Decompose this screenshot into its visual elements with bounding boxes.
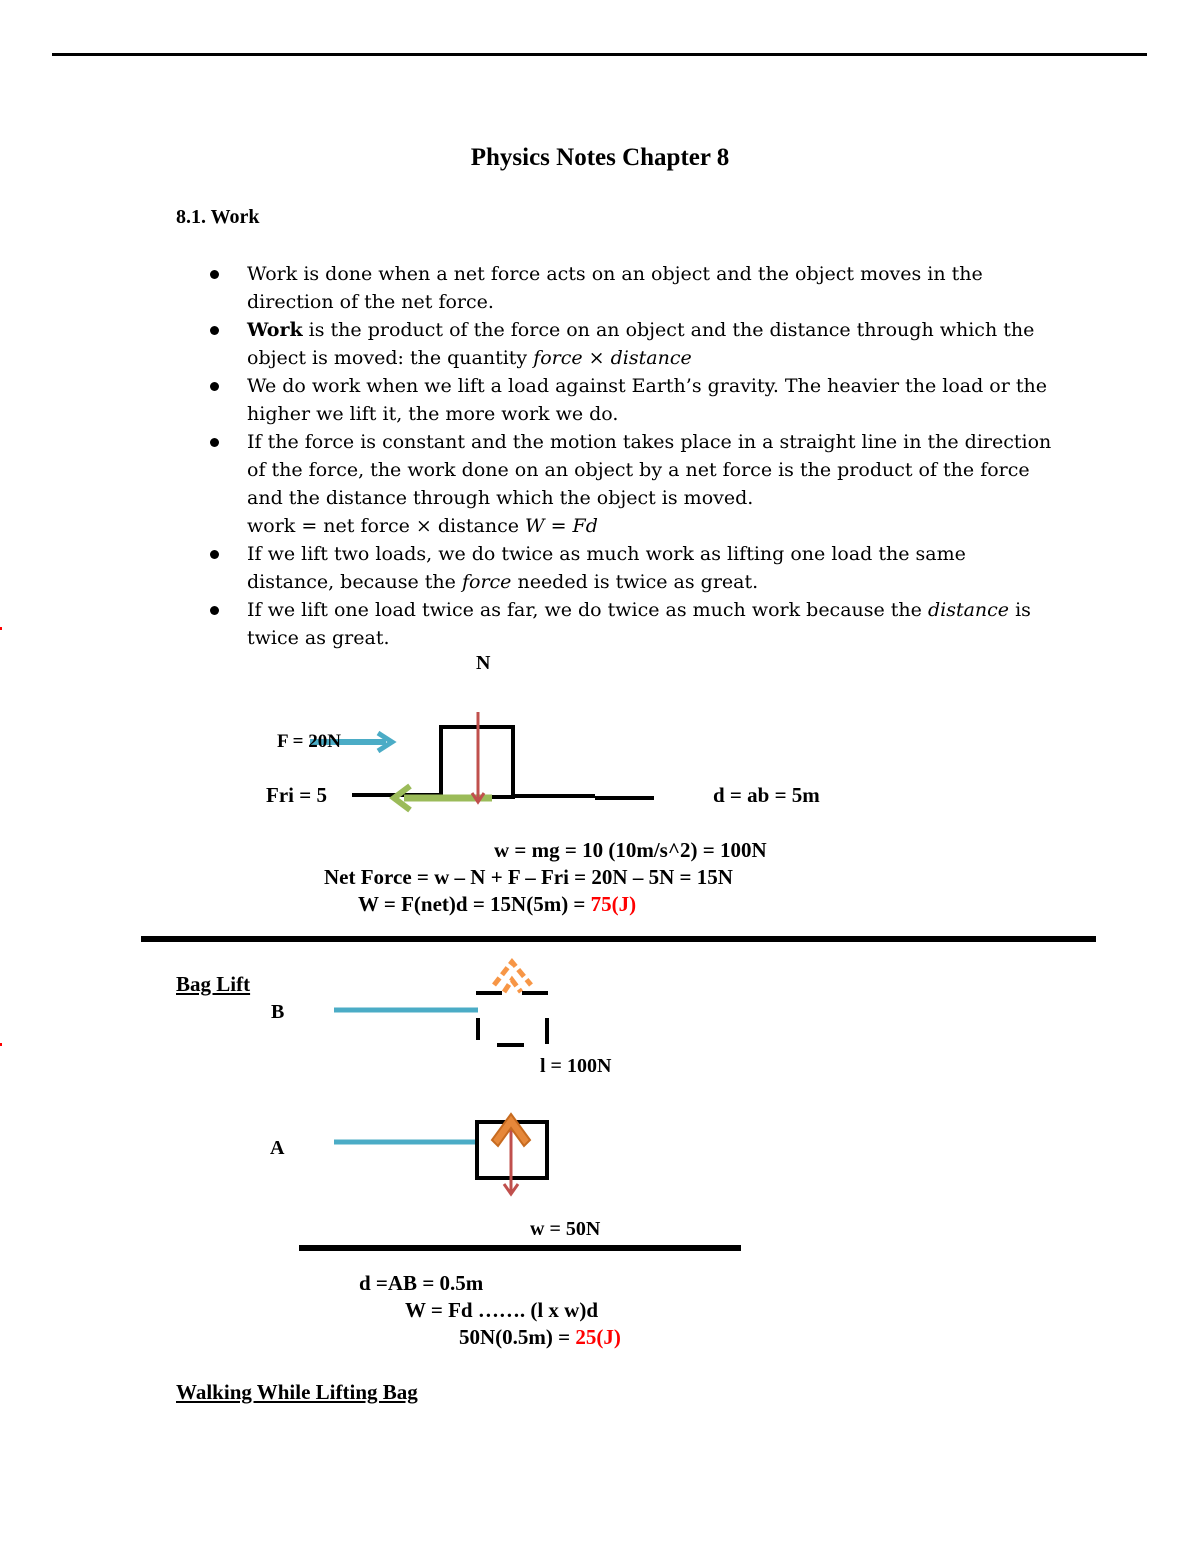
bullet-text: work = net force × distance <box>247 515 526 537</box>
bullet-text: distance <box>927 599 1010 621</box>
bullet-text: W = Fd <box>525 515 598 537</box>
equation-weight: w = mg = 10 (10m/s^2) = 100N <box>494 838 767 862</box>
label-friction: Fri = 5 <box>266 783 327 807</box>
section-heading: 8.1. Work <box>176 206 260 228</box>
label-bag-weight: w = 50N <box>530 1218 601 1240</box>
work-result: 75(J) <box>590 892 637 916</box>
bullet-text: is twice as great. <box>247 599 1031 649</box>
equation-bag-result-text: 50N(0.5m) = <box>459 1325 576 1349</box>
bullet-text: needed is twice as great. <box>511 571 759 593</box>
bag-work-result: 25(J) <box>575 1325 621 1349</box>
bullet-text: Work <box>247 319 303 341</box>
label-lift-force: l = 100N <box>540 1055 612 1077</box>
bag-lift-heading: Bag Lift <box>176 972 251 996</box>
bullet-text: If we lift one load twice as far, we do twice as much work because the <box>247 599 928 621</box>
bullet-text: If the force is constant and the motion takes place in a straight line in the direction of the force, the work done on an object by a net force is the product of the force and the distance through which the object is moved. <box>247 431 1052 509</box>
equation-work-text: W = F(net)d = 15N(5m) = <box>358 892 591 916</box>
lift-arrow-dashed <box>494 962 531 992</box>
bullet-text: is the product of the force on an object and the distance through which the object is moved: the quantity <box>247 319 1035 369</box>
bullet-text: Work is done when a net force acts on an object and the object moves in the direction of the net force. <box>247 263 983 313</box>
equation-distance: d =AB = 0.5m <box>359 1271 484 1295</box>
label-distance: d = ab = 5m <box>713 783 820 807</box>
equation-net-force: Net Force = w – N + F – Fri = 20N – 5N = 15N <box>324 865 733 889</box>
label-position-b: B <box>271 1001 285 1023</box>
bullet-text: We do work when we lift a load against Earth’s gravity. The heavier the load or the higher we lift it, the more work we do. <box>247 375 1047 425</box>
bullet-text: force × distance <box>533 347 692 369</box>
equation-bag-work: W = Fd ……. (l x w)d <box>405 1298 599 1322</box>
page-title: Physics Notes Chapter 8 <box>470 144 730 171</box>
walking-heading: Walking While Lifting Bag <box>176 1380 418 1404</box>
bullet-text: If we lift two loads, we do twice as much work as lifting one load the same distance, because the <box>247 543 966 593</box>
label-position-a: A <box>270 1137 285 1159</box>
bag-outline-dashed <box>476 993 548 1045</box>
equation-work <box>358 892 636 917</box>
label-normal: N <box>476 652 491 674</box>
bullet-text: force <box>461 571 512 593</box>
label-applied-force: F = 20N <box>277 731 341 752</box>
equation-bag-result <box>459 1325 621 1350</box>
